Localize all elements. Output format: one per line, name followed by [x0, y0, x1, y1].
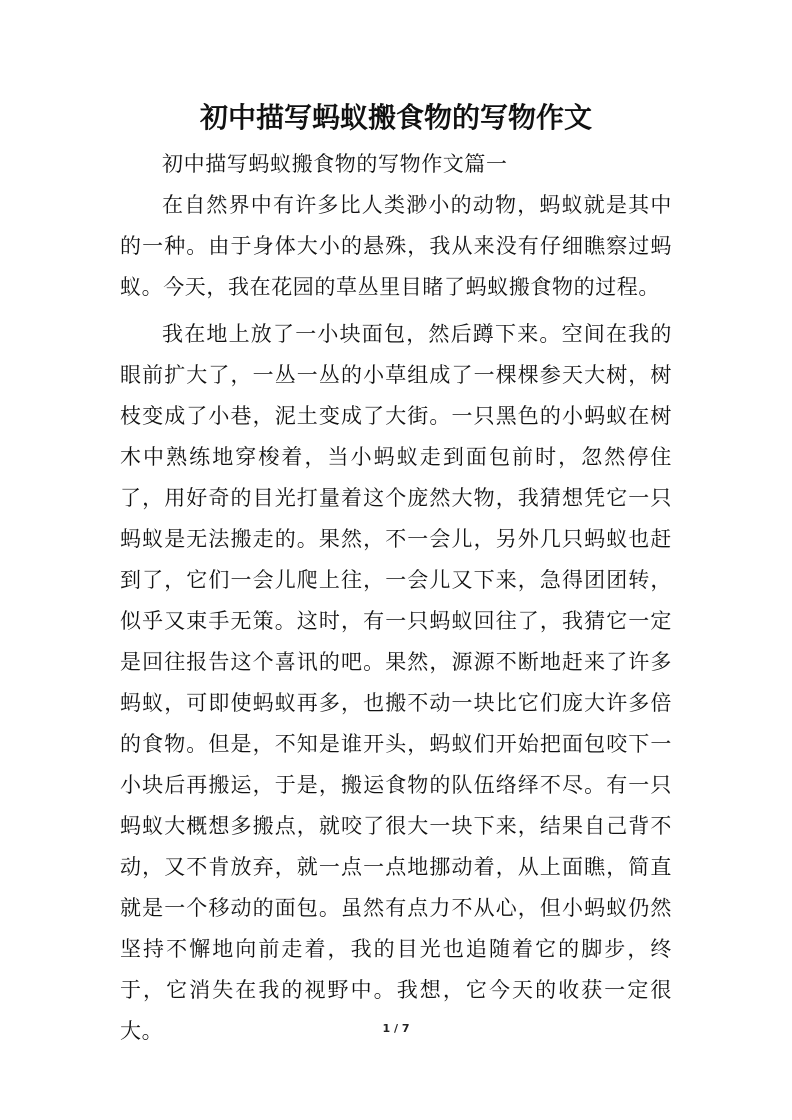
section-heading: 初中描写蚂蚁搬食物的写物作文篇一 [162, 152, 508, 176]
paragraph-1: 在自然界中有许多比人类渺小的动物，蚂蚁就是其中的一种。由于身体大小的悬殊，我从来没有仔细瞧察过蚂蚁。今天，我在花园的草丛里目睹了蚂蚁搬食物的过程。 [120, 193, 672, 299]
document-body [120, 144, 672, 1052]
page-number: 1 / 7 [382, 1022, 410, 1035]
document-title: 初中描写蚂蚁搬食物的写物作文 [199, 101, 592, 134]
paragraph-2: 我在地上放了一小块面包，然后蹲下来。空间在我的眼前扩大了，一丛一丛的小草组成了一棵棵参天大树，树枝变成了小巷，泥土变成了大街。一只黑色的小蚂蚁在树木中熟练地穿梭着，当小蚂蚁走到面包前时，忽然停住了，用好奇的目光打量着这个庞然大物，我猜想凭它一只蚂蚁是无法搬走的。果然，不一会儿，另外几只蚂蚁也赶到了，它们一会儿爬上往，一会儿又下来，急得团团转，似乎又束手无策。这时，有一只蚂蚁回往了，我猜它一定是回往报告这个喜讯的吧。果然，源源不断地赶来了许多蚂蚁，可即使蚂蚁再多，也搬不动一块比它们庞大许多倍的食物。但是，不知是谁开头，蚂蚁们开始把面包咬下一小块后再搬运，于是，搬运食物的队伍络绎不尽。有一只蚂蚁大概想多搬点，就咬了很大一块下来，结果自己背不动，又不肯放弃，就一点一点地挪动着，从上面瞧，简直就是一个移动的面包。虽然有点力不从心，但小蚂蚁仍然坚持不懈地向前走着，我的目光也追随着它的脚步，终于，它消失在我的视野中。我想，它今天的收获一定很大。 [120, 322, 672, 1043]
